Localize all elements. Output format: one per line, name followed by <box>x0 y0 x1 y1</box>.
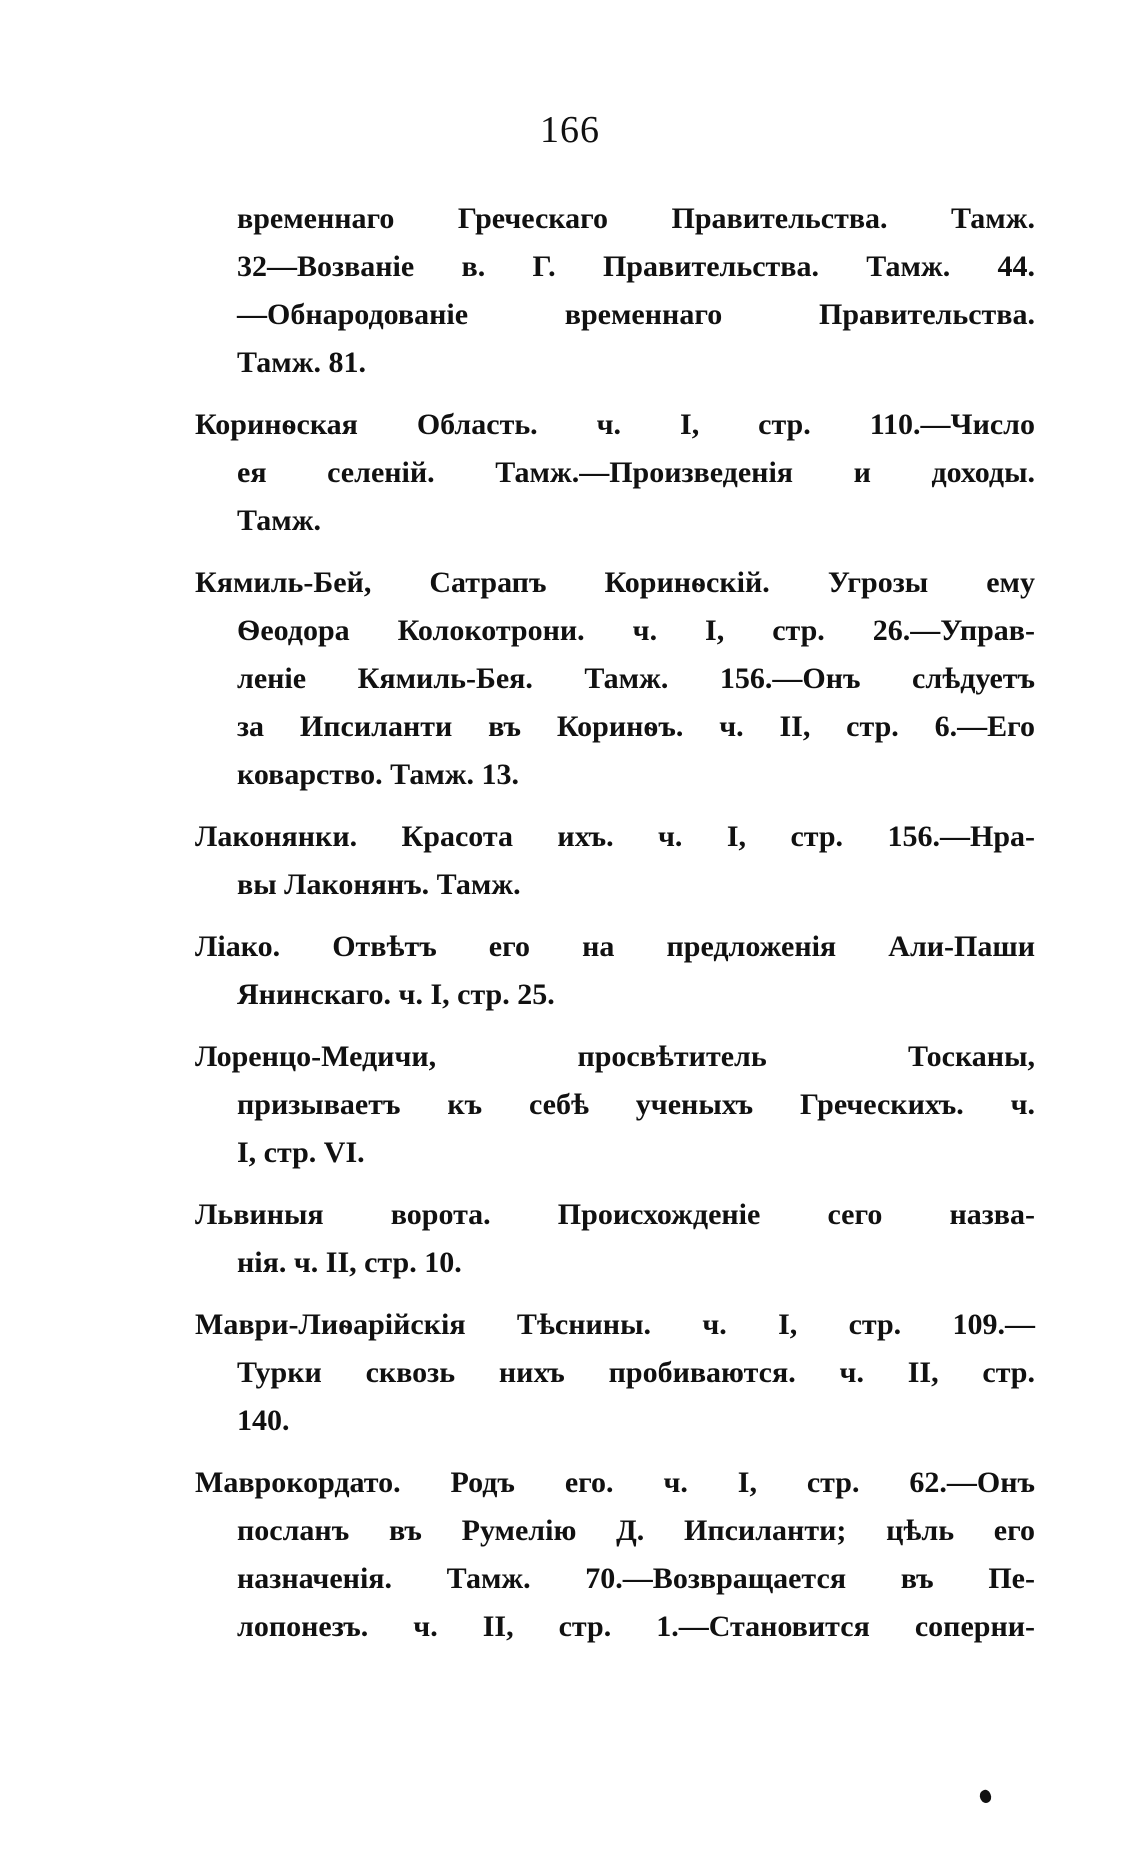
index-continuation-line: I, стр. VI. <box>237 1136 365 1169</box>
index-entry-line: Львиныя ворота. Происхожденіе сего назва- <box>195 1198 1035 1231</box>
index-continuation-line: призываетъ къ себѣ ученыхъ Греческихъ. ч. <box>237 1088 1035 1121</box>
index-continuation-line: Тамж. 81. <box>237 346 366 379</box>
index-continuation-line: Турки сквозь нихъ пробиваются. ч. II, стр. <box>237 1356 1035 1389</box>
entry-gap <box>195 1177 1035 1191</box>
entry-gap <box>195 387 1035 401</box>
index-continuation-line: назначенія. Тамж. 70.—Возвращается въ Пе- <box>237 1562 1035 1595</box>
entry-gap <box>195 1445 1035 1459</box>
index-continuation-line: леніе Кямиль-Бея. Тамж. 156.—Онъ слѣдуетъ <box>237 662 1035 695</box>
entry-gap <box>195 909 1035 923</box>
index-continuation-line: за Ипсиланти въ Коринѳъ. ч. II, стр. 6.—Его <box>237 710 1035 743</box>
index-continuation-line: 32—Возваніе в. Г. Правительства. Тамж. 44. <box>237 250 1035 283</box>
index-entry-line: Коринѳская Область. ч. I, стр. 110.—Число <box>195 408 1035 441</box>
index-continuation-line: ея селеній. Тамж.—Произведенія и доходы. <box>237 456 1035 489</box>
index-entry-line: Лаконянки. Красота ихъ. ч. I, стр. 156.—Нра- <box>195 820 1035 853</box>
index-continuation-line: Ѳеодора Колокотрони. ч. I, стр. 26.—Управ- <box>237 614 1035 647</box>
index-continuation-line: —Обнародованіе временнаго Правительства. <box>237 298 1035 331</box>
ink-blot-mark <box>978 1788 993 1804</box>
index-continuation-line: лопонезъ. ч. II, стр. 1.—Становится соперни- <box>237 1610 1035 1643</box>
index-continuation-line: временнаго Греческаго Правительства. Тамж. <box>237 202 1035 235</box>
index-continuation-line: нія. ч. II, стр. 10. <box>237 1246 462 1279</box>
index-entry-line: Маврокордато. Родъ его. ч. I, стр. 62.—Онъ <box>195 1466 1035 1499</box>
index-continuation-line: посланъ въ Румелію Д. Ипсиланти; цѣль его <box>237 1514 1035 1547</box>
index-text-block <box>195 195 1035 1651</box>
entry-gap <box>195 1019 1035 1033</box>
entry-gap <box>195 1287 1035 1301</box>
page-number: 166 <box>540 109 600 151</box>
entry-gap <box>195 799 1035 813</box>
index-continuation-line: Тамж. <box>237 504 321 537</box>
index-continuation-line: 140. <box>237 1404 290 1437</box>
index-continuation-line: вы Лаконянъ. Тамж. <box>237 868 521 901</box>
index-entry-line: Лоренцо-Медичи, просвѣтитель Тосканы, <box>195 1040 1035 1073</box>
index-entry-line: Маври-Лиѳарійскія Тѣснины. ч. I, стр. 109.— <box>195 1308 1035 1341</box>
entry-gap <box>195 545 1035 559</box>
index-continuation-line: коварство. Тамж. 13. <box>237 758 520 791</box>
index-entry-line: Ліако. Отвѣтъ его на предложенія Али-Паши <box>195 930 1035 963</box>
index-continuation-line: Янинскаго. ч. I, стр. 25. <box>237 978 555 1011</box>
index-entry-line: Кямиль-Бей, Сатрапъ Коринѳскій. Угрозы ему <box>195 566 1035 599</box>
